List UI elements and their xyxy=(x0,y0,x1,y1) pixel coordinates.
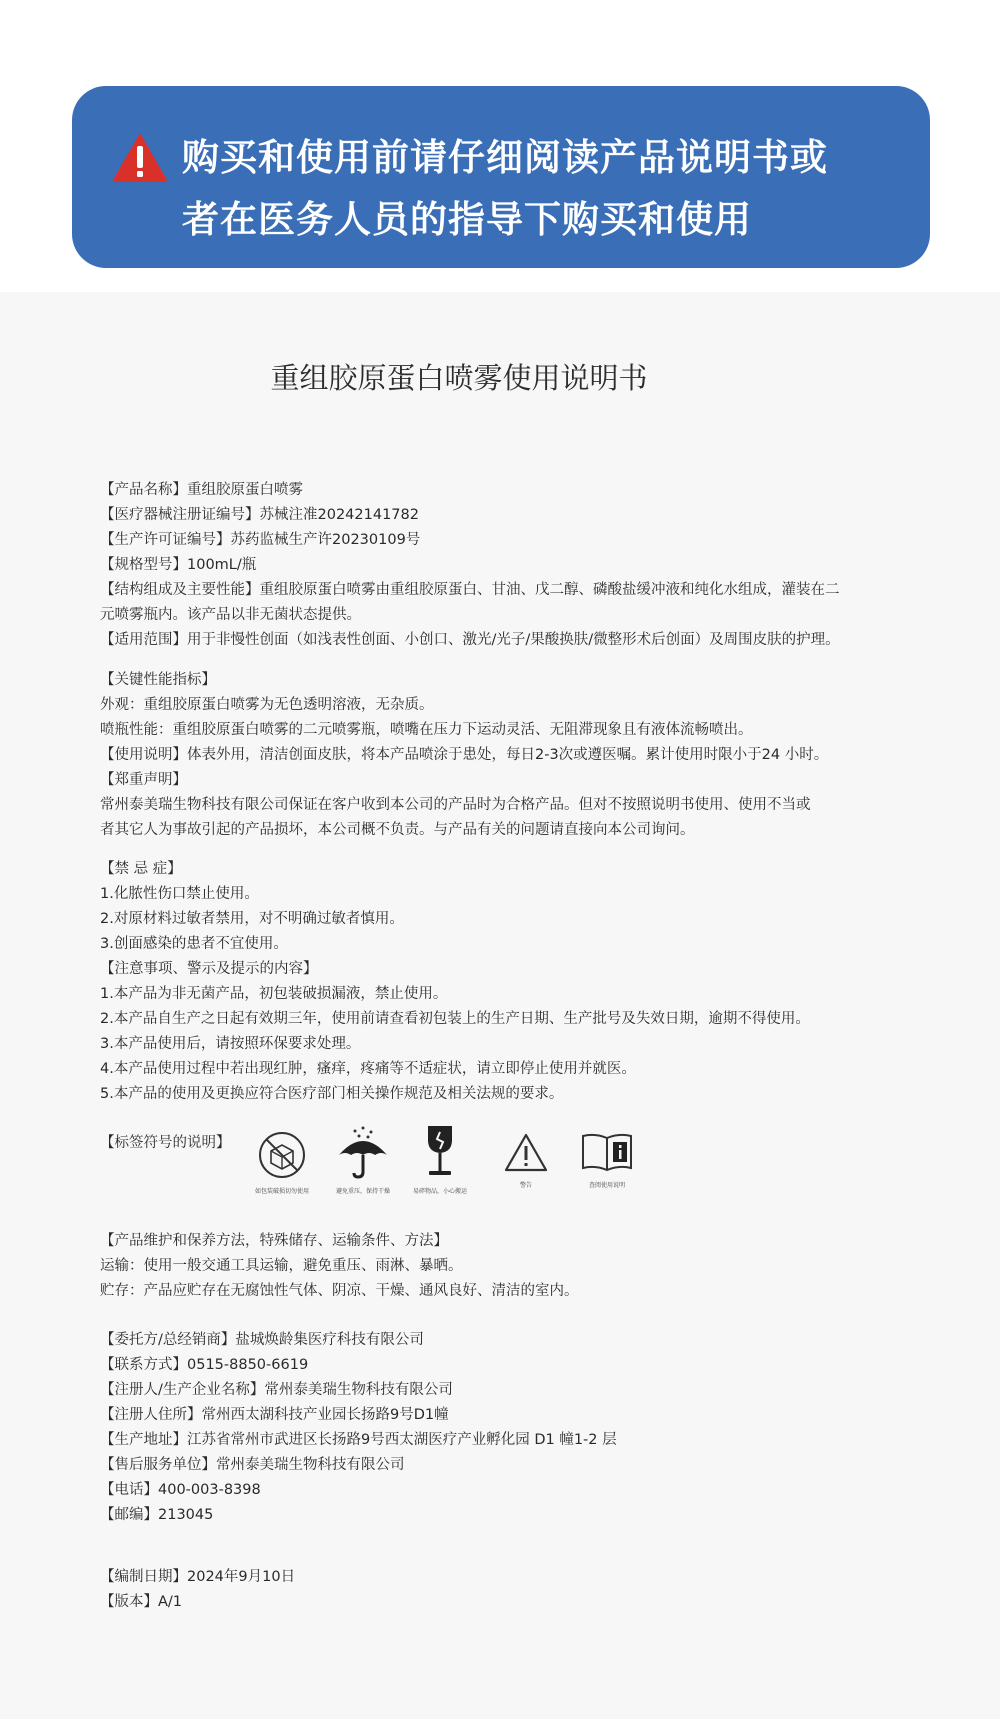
text-line: 【编制日期】2024年9月10日 xyxy=(100,1569,296,1585)
version-section xyxy=(100,1565,900,1615)
text-line: 3.创面感染的患者不宜使用。 xyxy=(100,936,288,952)
performance-section xyxy=(100,668,900,843)
text-line: 【版本】A/1 xyxy=(100,1594,183,1610)
text-line: 【邮编】213045 xyxy=(100,1507,214,1523)
symbol-warning xyxy=(479,1132,573,1189)
text-line: 【使用说明】体表外用，清洁创面皮肤，将本产品喷涂于患处，每日2-3次或遵医嘱。累计使用时限小于24 小时。 xyxy=(100,747,829,763)
text-line: 【产品维护和保养方法，特殊储存、运输条件、方法】 xyxy=(100,1233,448,1249)
text-line: 【委托方/总经销商】盐城焕龄集医疗科技有限公司 xyxy=(100,1332,424,1348)
fragile-glass-icon xyxy=(418,1122,462,1180)
company-info-section xyxy=(100,1328,900,1528)
damaged-package-icon xyxy=(257,1130,307,1180)
text-line: 外观：重组胶原蛋白喷雾为无色透明溶液，无杂质。 xyxy=(100,697,434,713)
text-line: 【适用范围】用于非慢性创面（如浅表性创面、小创口、激光/光子/果酸换肤/微整形术后创面）及周围皮肤的护理。 xyxy=(100,632,840,648)
text-line: 【电话】400-003-8398 xyxy=(100,1482,261,1498)
warning-triangle-icon xyxy=(110,130,170,184)
symbol-fragile xyxy=(393,1122,487,1195)
text-line: 【产品名称】重组胶原蛋白喷雾 xyxy=(100,482,303,498)
text-line: 1.化脓性伤口禁止使用。 xyxy=(100,886,259,902)
banner-line-1: 购买和使用前请仔细阅读产品说明书或 xyxy=(182,135,828,179)
text-line: 运输：使用一般交通工具运输，避免重压、雨淋、暴晒。 xyxy=(100,1258,463,1274)
contraindications-section xyxy=(100,857,900,1107)
text-line: 【注意事项、警示及提示的内容】 xyxy=(100,961,318,977)
text-line: 元喷雾瓶内。该产品以非无菌状态提供。 xyxy=(100,607,361,623)
text-line: 【注册人/生产企业名称】常州泰美瑞生物科技有限公司 xyxy=(100,1382,453,1398)
text-line: 【生产地址】江苏省常州市武进区长扬路9号西太湖医疗产业孵化园 D1 幢1-2 层 xyxy=(100,1432,617,1448)
storage-section xyxy=(100,1229,900,1304)
text-line: 【结构组成及主要性能】重组胶原蛋白喷雾由重组胶原蛋白、甘油、戊二醇、磷酸盐缓冲液和纯化水组成，灌装在二 xyxy=(100,582,840,598)
text-line: 3.本产品使用后，请按照环保要求处理。 xyxy=(100,1036,361,1052)
instructions-book-icon xyxy=(579,1132,635,1174)
text-line: 【郑重声明】 xyxy=(100,772,187,788)
text-line: 贮存：产品应贮存在无腐蚀性气体、阴凉、干燥、通风良好、清洁的室内。 xyxy=(100,1283,579,1299)
text-line: 者其它人为事故引起的产品损坏，本公司概不负责。与产品有关的问题请直接向本公司询问。 xyxy=(100,822,695,838)
symbol-caption: 避免重压，保持干燥 xyxy=(335,1188,390,1195)
text-line: 2.本产品自生产之日起有效期三年，使用前请查看初包装上的生产日期、生产批号及失效日期，逾期不得使用。 xyxy=(100,1011,810,1027)
warning-icon xyxy=(503,1132,549,1174)
text-line: 5.本产品的使用及更换应符合医疗部门相关操作规范及相关法规的要求。 xyxy=(100,1086,564,1102)
text-line: 4.本产品使用过程中若出现红肿，瘙痒，疼痛等不适症状，请立即停止使用并就医。 xyxy=(100,1061,636,1077)
text-line: 喷瓶性能：重组胶原蛋白喷雾的二元喷雾瓶，喷嘴在压力下运动灵活、无阻滞现象且有液体流畅喷出。 xyxy=(100,722,753,738)
text-line: 2.对原材料过敏者禁用，对不明确过敏者慎用。 xyxy=(100,911,404,927)
product-info-section xyxy=(100,478,900,653)
symbols-label: 【标签符号的说明】 xyxy=(100,1135,231,1151)
text-line: 常州泰美瑞生物科技有限公司保证在客户收到本公司的产品时为合格产品。但对不按照说明书使用、使用不当或 xyxy=(100,797,811,813)
text-line: 【医疗器械注册证编号】苏械注准20242141782 xyxy=(100,507,419,523)
text-line: 【关键性能指标】 xyxy=(100,672,216,688)
umbrella-icon xyxy=(335,1125,391,1180)
symbol-caption: 警告 xyxy=(519,1182,532,1189)
text-line: 【售后服务单位】常州泰美瑞生物科技有限公司 xyxy=(100,1457,405,1473)
symbol-caption: 查阅使用说明 xyxy=(588,1182,625,1189)
warning-banner xyxy=(72,86,930,268)
text-line: 【注册人住所】常州西太湖科技产业园长扬路9号D1幢 xyxy=(100,1407,449,1423)
symbol-consult-instructions xyxy=(560,1132,654,1189)
banner-line-2: 者在医务人员的指导下购买和使用 xyxy=(182,197,752,241)
text-line: 【联系方式】0515-8850-6619 xyxy=(100,1357,309,1373)
symbol-damaged-package xyxy=(235,1130,329,1195)
document-title: 重组胶原蛋白喷雾使用说明书 xyxy=(270,361,648,395)
text-line: 【禁 忌 症】 xyxy=(100,861,182,877)
symbol-caption: 易碎物品，小心搬运 xyxy=(412,1188,467,1195)
text-line: 1.本产品为非无菌产品，初包装破损漏液，禁止使用。 xyxy=(100,986,448,1002)
text-line: 【规格型号】100mL/瓶 xyxy=(100,557,257,573)
symbol-caption: 如包装破损切勿使用 xyxy=(254,1188,309,1195)
text-line: 【生产许可证编号】苏药监械生产许20230109号 xyxy=(100,532,421,548)
